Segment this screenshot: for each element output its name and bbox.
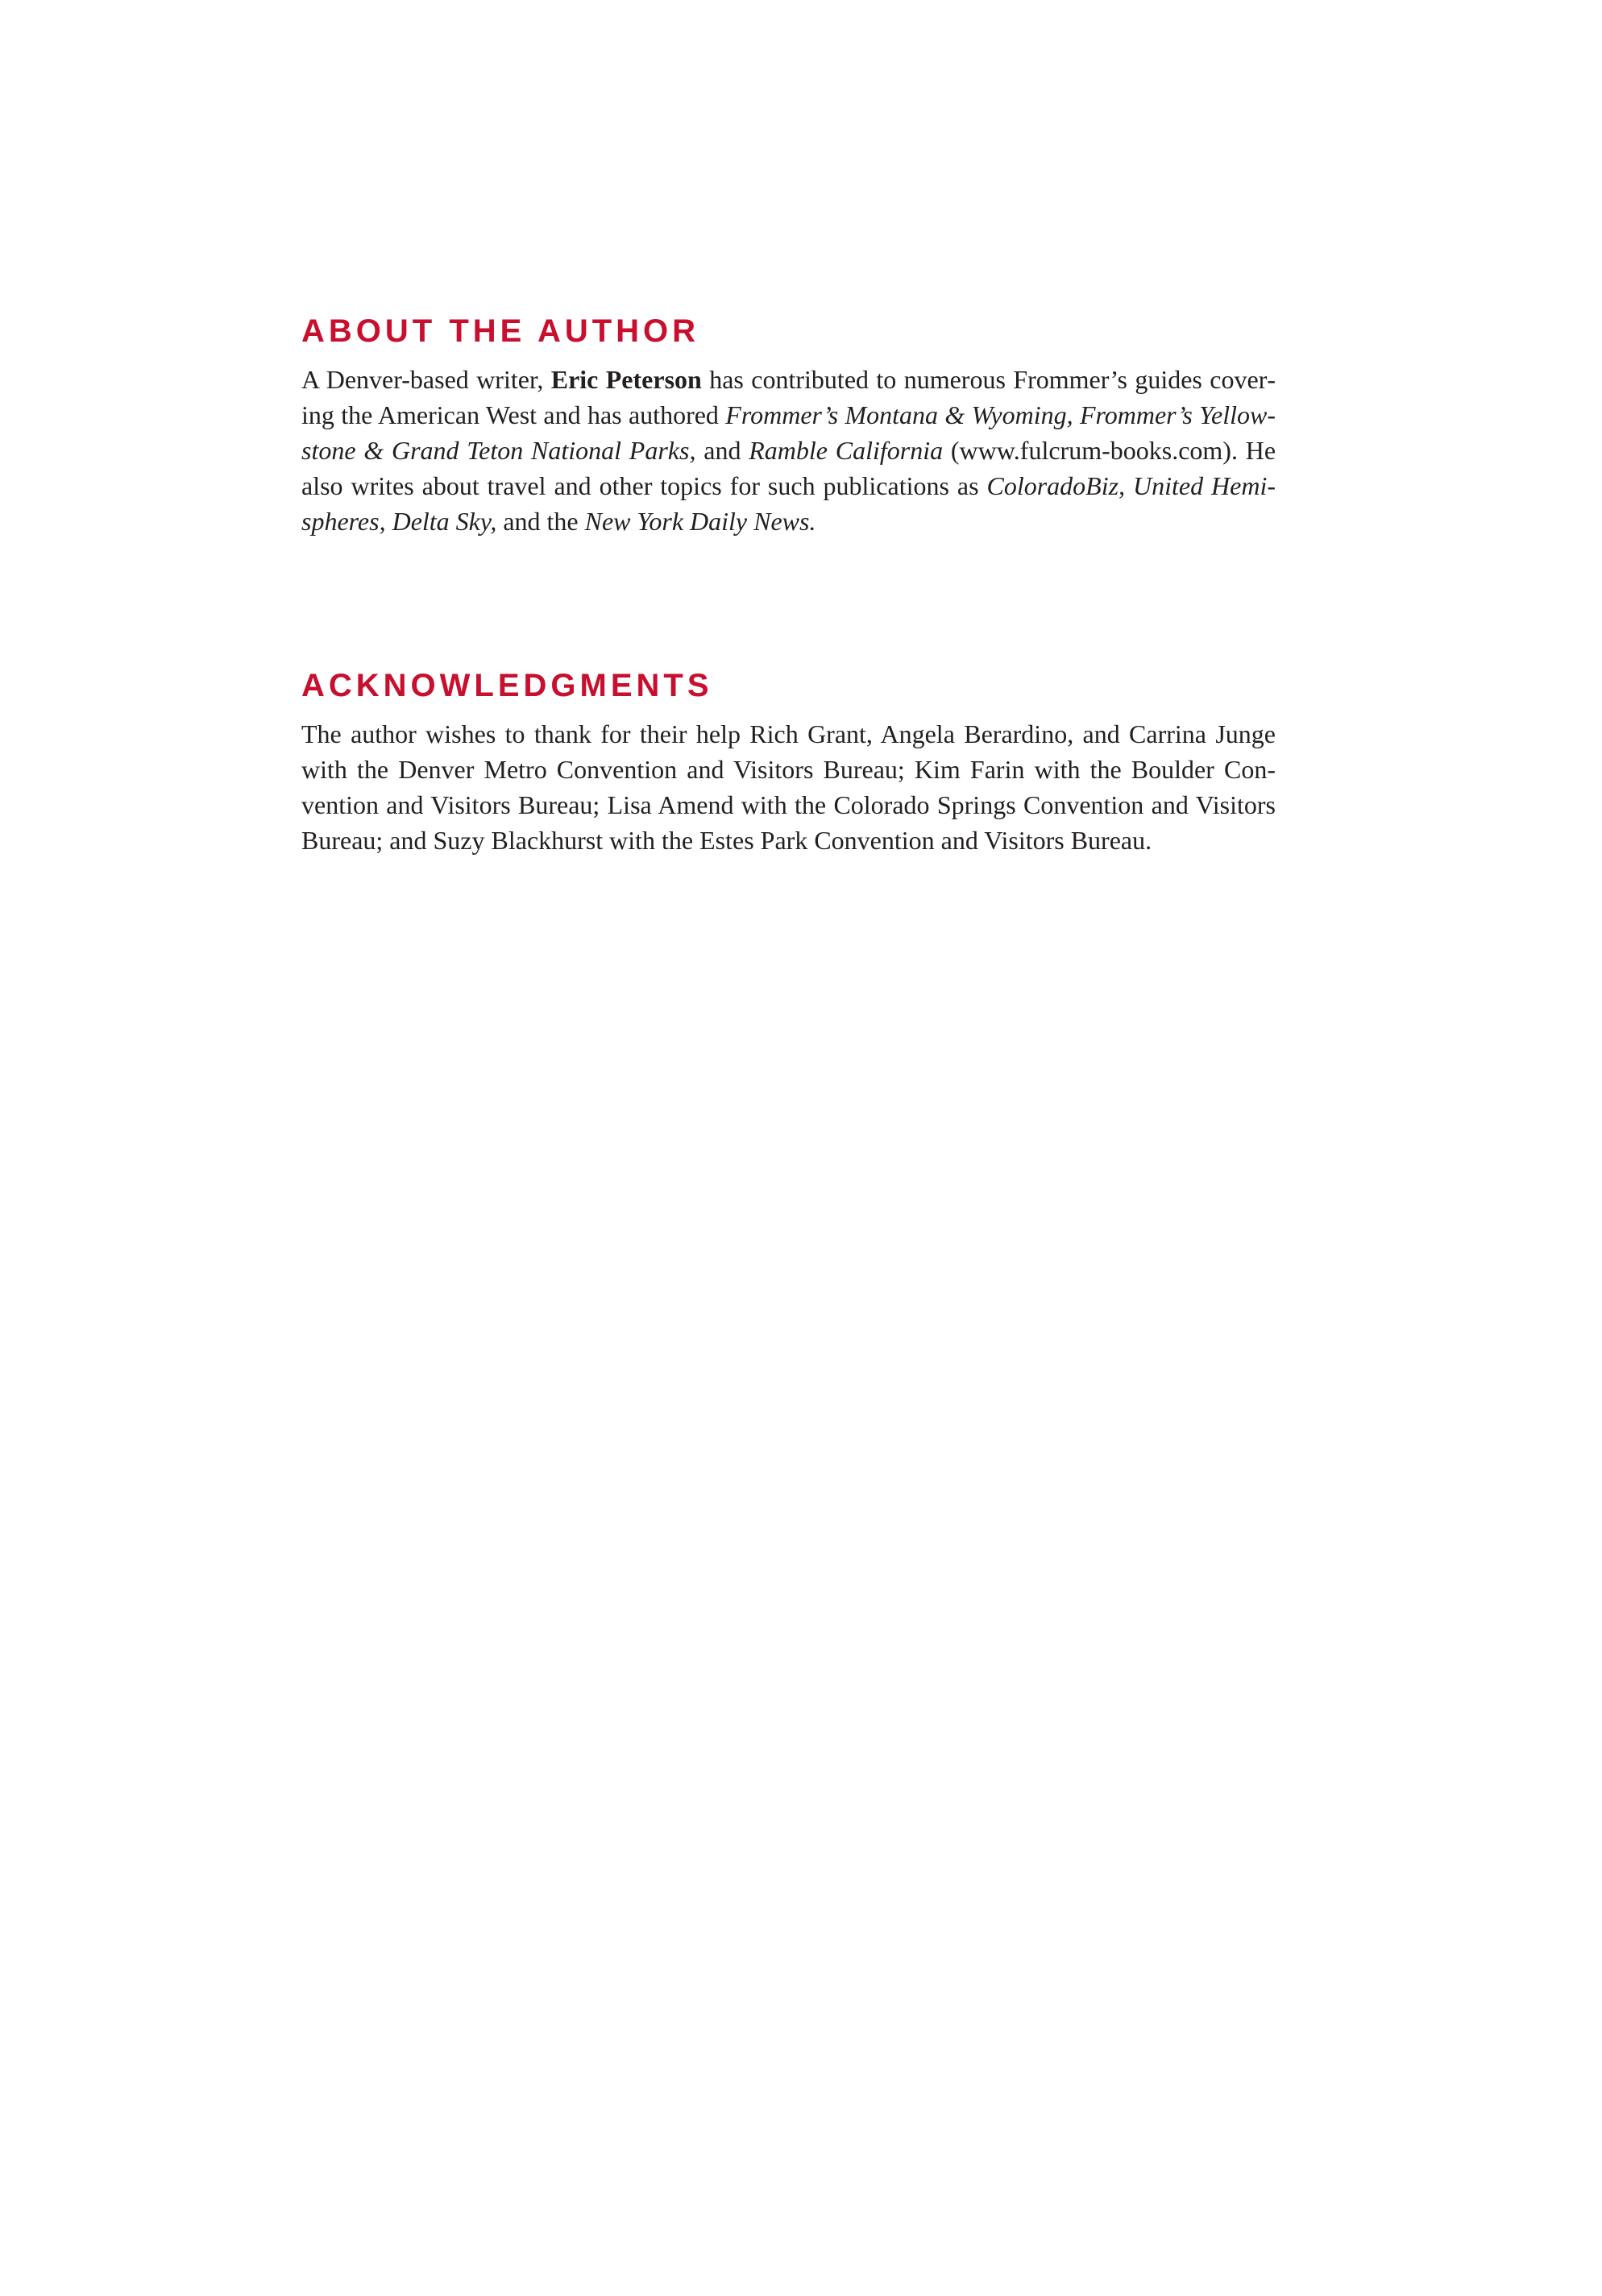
about-run: (www.fulcrum-books.com). He also writes about travel and other topics for such publications as [301, 436, 1276, 500]
book-title: Ramble California [749, 436, 944, 465]
author-name: Eric Peterson [550, 365, 702, 394]
about-run: and [695, 436, 749, 465]
book-titles: Frommer’s Montana & Wyoming, Frommer’s Yellowstone & Grand Teton National Parks, [301, 400, 1276, 465]
about-the-author-section [301, 310, 1276, 539]
about-run: A Denver-based writer, [301, 365, 551, 394]
acknowledgments-paragraph: The author wishes to thank for their help Rich Grant, Angela Berardino, and Carrina Junge with the Denver Metro Convention and Visitors Bureau; Kim Farin with the Boulder Convention and Visitors Bureau; Lisa Amend with the Colorado Springs Convention and Visitors Bureau; and Suzy Blackhurst with the Estes Park Convention and Visitors Bureau. [301, 719, 1276, 855]
about-the-author-paragraph [301, 362, 1276, 539]
about-run: has contributed to numerous Frommer’s guides covering the American West and has authored [301, 365, 1276, 429]
publication-titles: ColoradoBiz, United Hemispheres, Delta Sky, [301, 471, 1276, 536]
about-run: and the [496, 507, 585, 536]
publication-title: New York Daily News. [584, 507, 816, 536]
acknowledgments-section [301, 665, 1276, 858]
acknowledgments-heading: ACKNOWLEDGMENTS [301, 668, 713, 703]
about-the-author-heading: ABOUT THE AUTHOR [301, 313, 700, 349]
